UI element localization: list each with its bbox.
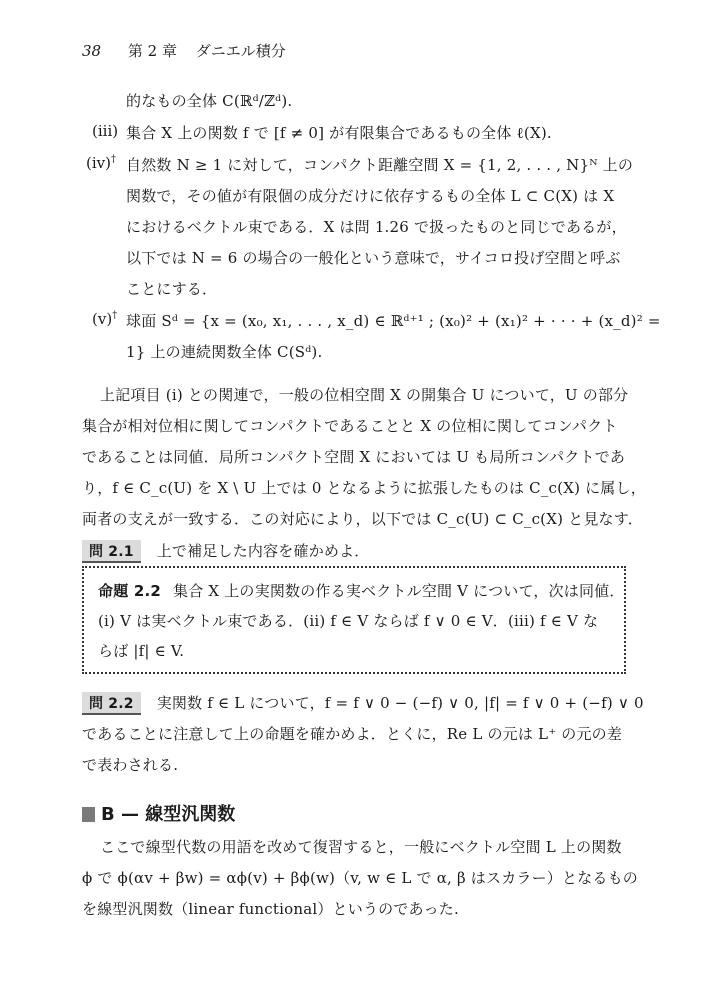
item-4-line: におけるベクトル束である．X は問 1.26 で扱ったものと同じであるが， — [126, 218, 627, 236]
problem-2-2-line: であることに注意して上の命題を確かめよ．とくに，Re L の元は L⁺ の元の差 — [82, 725, 623, 743]
dagger-mark: † — [110, 154, 116, 165]
paragraph-line: り，f ∈ C_c(U) を X \ U 上では 0 となるように拡張したものは C_c(X) に属し， — [82, 479, 646, 497]
paragraph-line: 集合が相対位相に関してコンパクトであることと X の位相に関してコンパクト — [82, 417, 618, 435]
section-line: を線型汎関数（linear functional）というのであった. — [82, 900, 459, 918]
problem-2-2-tag: 問 2.2 — [82, 692, 141, 715]
page-number: 38 — [82, 42, 102, 60]
item-5-line: 球面 Sᵈ = {x = (x₀, x₁, . . . , x_d) ∈ ℝᵈ⁺¹ ; (x₀)² + (x₁)² + · · · + (x_d)² = — [126, 312, 661, 330]
dagger-mark: † — [112, 310, 118, 321]
paragraph-line: 両者の支えが一致する．この対応により，以下では C_c(U) ⊂ C_c(X) と見なす． — [82, 510, 643, 528]
list-continuation: 的なもの全体 C(ℝᵈ/ℤᵈ). — [126, 92, 293, 110]
section-title: B — 線型汎関数 — [101, 804, 236, 825]
proposition-line: らば |f| ∈ V. — [98, 642, 185, 660]
item-5-line: 1} 上の連続関数全体 C(Sᵈ). — [126, 343, 323, 361]
chapter-title: ダニエル積分 — [195, 42, 286, 60]
problem-2-1 — [82, 540, 370, 563]
problem-2-2-text: 実関数 f ∈ L について，f = f ∨ 0 − (−f) ∨ 0, |f| = f ∨ 0 + (−f) ∨ 0 — [156, 694, 644, 712]
item-3-line: 集合 X 上の関数 f で [f ≠ 0] が有限集合であるもの全体 ℓ(X). — [126, 124, 552, 142]
problem-2-2-line: で表わされる. — [82, 756, 179, 774]
item-4-line: 以下では N = 6 の場合の一般化という意味で，サイコロ投げ空間と呼ぶ — [126, 249, 621, 267]
section-square-icon — [82, 807, 95, 822]
item-4-line: ことにする． — [126, 280, 218, 298]
problem-2-1-tag: 問 2.1 — [82, 540, 141, 563]
proposition-line: (i) V は実ベクトル束である．(ii) f ∈ V ならば f ∨ 0 ∈ V．(iii) f ∈ V な — [98, 612, 599, 630]
item-5-label — [92, 310, 117, 328]
proposition-line-1 — [98, 580, 625, 601]
item-4-line: 関数で，その値が有限個の成分だけに依存するもの全体 L ⊂ C(X) は X — [126, 187, 615, 205]
item-5-label-text: (v) — [92, 310, 113, 328]
section-heading — [82, 800, 235, 826]
item-3-label: (iii) — [92, 122, 119, 140]
item-4-label — [86, 154, 116, 172]
proposition-title: 命題 2.2 — [98, 582, 161, 600]
paragraph-line: 上記項目 (i) との関連で，一般の位相空間 X の開集合 U について，U の部分 — [100, 386, 629, 404]
section-line: ここで線型代数の用語を改めて復習すると，一般にベクトル空間 L 上の関数 — [100, 838, 622, 856]
problem-2-1-text: 上で補足した内容を確かめよ． — [156, 542, 370, 560]
item-4-label-text: (iv) — [86, 154, 111, 172]
proposition-text: 集合 X 上の実関数の作る実ベクトル空間 V について，次は同値． — [173, 582, 625, 600]
page-header — [82, 40, 286, 61]
section-line: ϕ で ϕ(αv + βw) = αϕ(v) + βϕ(w)（v, w ∈ L で α, β はスカラー）となるもの — [82, 869, 639, 887]
chapter-label: 第 2 章 — [127, 42, 177, 60]
paragraph-line: であることは同値．局所コンパクト空間 X においては U も局所コンパクトであ — [82, 448, 626, 466]
problem-2-2 — [82, 692, 644, 715]
item-4-line: 自然数 N ≥ 1 に対して，コンパクト距離空間 X = {1, 2, . . . , N}ᴺ 上の — [126, 156, 634, 174]
